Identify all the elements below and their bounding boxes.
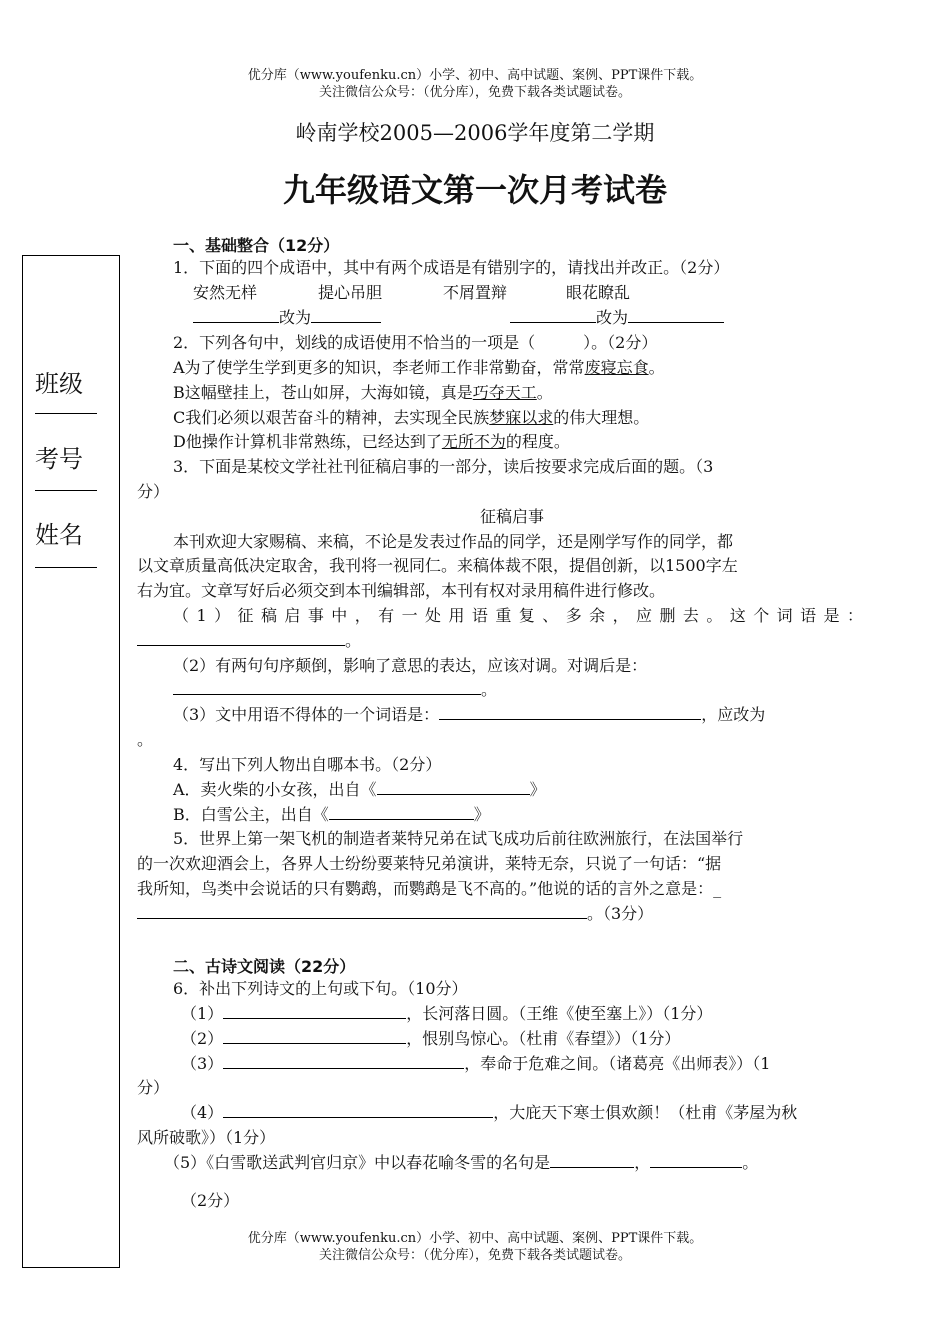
answer-blank[interactable] bbox=[510, 308, 596, 323]
question-6: 6．补出下列诗文的上句或下句。（10分） bbox=[173, 979, 468, 998]
poem-item-5-score: （2分） bbox=[181, 1191, 240, 1210]
header-line-2: 关注微信公众号：（优分库），免费下载各类试题试卷。 bbox=[318, 85, 631, 100]
section-2-heading: 二、古诗文阅读（22分） bbox=[173, 957, 356, 976]
idiom-1: 安然无样 bbox=[193, 283, 258, 302]
exam-title: 九年级语文第一次月考试卷 bbox=[282, 171, 667, 209]
question-5-line-3: 我所知，鸟类中会说话的只有鹦鹉，而鹦鹉是飞不高的。”他说的话的言外之意是：_ bbox=[137, 879, 722, 898]
answer-blank[interactable] bbox=[137, 904, 587, 919]
footer-line-2: 关注微信公众号：（优分库），免费下载各类试题试卷。 bbox=[318, 1248, 631, 1263]
answer-blank[interactable] bbox=[137, 631, 345, 646]
answer-blank[interactable] bbox=[223, 1029, 406, 1044]
class-field[interactable] bbox=[35, 413, 97, 414]
poem-item-4: （4） ，大庇天下寒士俱欢颜！（杜甫《茅屋为秋 bbox=[181, 1103, 798, 1122]
idiom-4: 眼花瞭乱 bbox=[566, 283, 631, 302]
poem-item-2: （2） ，恨别鸟惊心。（杜甫《春望》）（1分） bbox=[181, 1029, 681, 1048]
question-3-2-answer: 。 bbox=[173, 680, 497, 700]
answer-blank[interactable] bbox=[223, 1103, 493, 1118]
question-5-line-2: 的一次欢迎酒会上，各界人士纷纷要莱特兄弟演讲，莱特无奈，只说了一句话：“据 bbox=[137, 854, 722, 873]
question-3-cont: 分） bbox=[137, 482, 170, 501]
exam-subtitle: 岭南学校2005—2006学年度第二学期 bbox=[295, 121, 655, 145]
poem-item-1: （1） ，长河落日圆。（王维《使至塞上》）（1分） bbox=[181, 1004, 713, 1023]
exam-no-label: 考号 bbox=[35, 445, 83, 473]
question-2: 2．下列各句中，划线的成语使用不恰当的一项是（ ）。（2分） bbox=[173, 333, 658, 352]
poem-item-3: （3） ，奉命于危难之间。（诸葛亮《出师表》）（1 bbox=[181, 1054, 771, 1073]
answer-blank[interactable] bbox=[550, 1153, 634, 1168]
answer-blank[interactable] bbox=[439, 705, 701, 720]
option-b: B这幅壁挂上，苍山如屏，大海如镜，真是巧夺天工。 bbox=[173, 383, 553, 402]
answer-blank[interactable] bbox=[628, 308, 724, 323]
correction-line-2: 改为 bbox=[510, 308, 724, 328]
option-d: D他操作计算机非常熟练，已经达到了无所不为的程度。 bbox=[173, 432, 570, 451]
class-label: 班级 bbox=[35, 370, 83, 398]
answer-blank[interactable] bbox=[311, 308, 381, 323]
notice-text-1: 本刊欢迎大家赐稿、来稿，不论是发表过作品的同学，还是刚学写作的同学，都 bbox=[173, 532, 734, 551]
answer-blank[interactable] bbox=[223, 1004, 406, 1019]
question-5: 5．世界上第一架飞机的制造者莱特兄弟在试飞成功后前往欧洲旅行，在法国举行 bbox=[173, 829, 744, 848]
poem-item-5: （5）《白雪歌送武判官归京》中以春花喻冬雪的名句是 ， 。 bbox=[164, 1153, 759, 1172]
question-4-a: A．卖火柴的小女孩，出自《 》 bbox=[173, 780, 546, 799]
question-3-3: （3）文中用语不得体的一个词语是： ，应改为 bbox=[173, 705, 766, 724]
answer-blank[interactable] bbox=[223, 1054, 464, 1069]
notice-text-3: 右为宜。文章写好后必须交到本刊编辑部，本刊有权对录用稿件进行修改。 bbox=[137, 581, 666, 600]
correction-line-1: 改为 bbox=[193, 308, 381, 328]
name-label: 姓名 bbox=[35, 521, 83, 549]
student-info-box bbox=[22, 255, 120, 1268]
answer-blank[interactable] bbox=[377, 780, 530, 795]
question-3-1-answer: 。 bbox=[137, 631, 361, 651]
answer-blank[interactable] bbox=[329, 805, 474, 820]
poem-item-3-cont: 分） bbox=[137, 1078, 170, 1097]
question-5-answer: 。（3分） bbox=[137, 904, 653, 924]
answer-blank[interactable] bbox=[193, 308, 279, 323]
poem-item-4-cont: 风所破歌》）（1分） bbox=[137, 1128, 276, 1147]
header-line-1: 优分库（www.youfenku.cn）小学、初中、高中试题、案例、PPT课件下载。 bbox=[247, 68, 703, 83]
notice-title: 征稿启事 bbox=[480, 507, 545, 526]
idiom-2: 提心吊胆 bbox=[318, 283, 383, 302]
idiom-3: 不屑置辩 bbox=[443, 283, 508, 302]
name-field[interactable] bbox=[35, 567, 97, 568]
question-4: 4．写出下列人物出自哪本书。（2分） bbox=[173, 755, 442, 774]
exam-no-field[interactable] bbox=[35, 490, 97, 491]
answer-blank[interactable] bbox=[173, 680, 481, 695]
section-1-heading: 一、基础整合（12分） bbox=[173, 236, 340, 255]
question-3-3-end: 。 bbox=[137, 730, 154, 749]
option-c: C我们必须以艰苦奋斗的精神，去实现全民族梦寐以求的伟大理想。 bbox=[173, 408, 650, 427]
question-3-2: （2）有两句句序颠倒，影响了意思的表达，应该对调。对调后是： bbox=[173, 656, 648, 675]
question-3-1: （1）征稿启事中，有一处用语重复、多余，应删去。这个词语是： bbox=[173, 606, 863, 625]
notice-text-2: 以文章质量高低决定取舍，我刊将一视同仁。来稿体裁不限，提倡创新，以1500字左 bbox=[137, 556, 738, 575]
question-3: 3．下面是某校文学社社刊征稿启事的一部分，读后按要求完成后面的题。（3 bbox=[173, 457, 714, 476]
question-4-b: B．白雪公主，出自《 》 bbox=[173, 805, 490, 824]
footer-line-1: 优分库（www.youfenku.cn）小学、初中、高中试题、案例、PPT课件下载。 bbox=[247, 1231, 703, 1246]
option-a: A为了使学生学到更多的知识，李老师工作非常勤奋，常常废寝忘食。 bbox=[173, 358, 665, 377]
question-1: 1．下面的四个成语中，其中有两个成语是有错别字的，请找出并改正。（2分） bbox=[173, 258, 730, 277]
answer-blank[interactable] bbox=[650, 1153, 742, 1168]
